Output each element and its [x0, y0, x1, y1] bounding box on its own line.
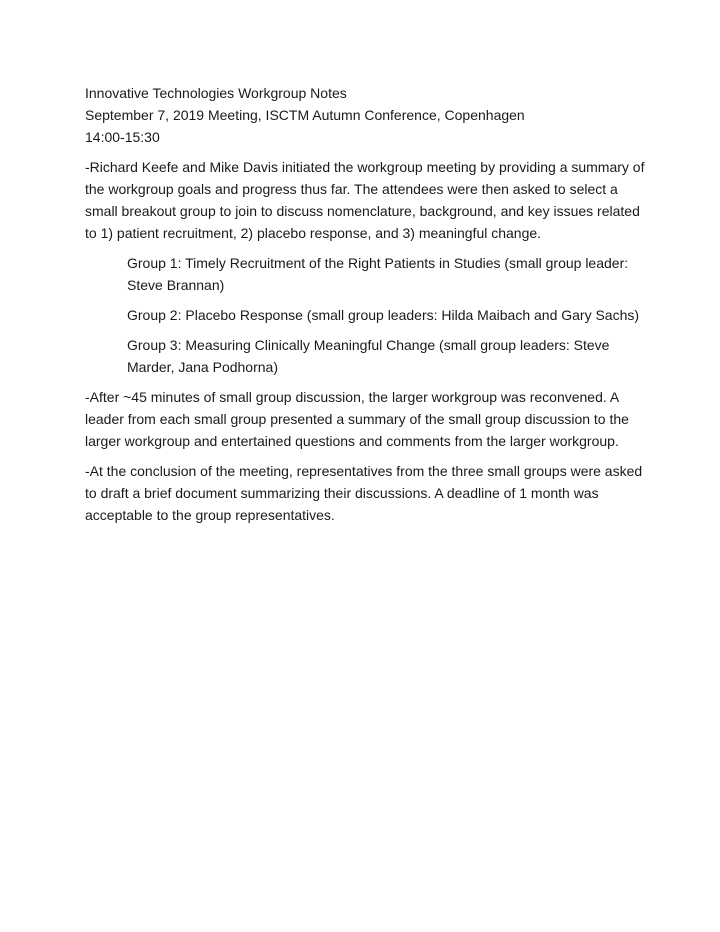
group-item-3: Group 3: Measuring Clinically Meaningful Change (small group leaders: Steve Marder, Jana Podhorna) [127, 337, 610, 375]
meeting-info: September 7, 2019 Meeting, ISCTM Autumn Conference, Copenhagen [85, 107, 525, 123]
document-title: Innovative Technologies Workgroup Notes [85, 85, 347, 101]
group-item-1: Group 1: Timely Recruitment of the Right Patients in Studies (small group leader: Steve Brannan) [127, 255, 629, 293]
document-header [85, 82, 645, 148]
intro-paragraph: -Richard Keefe and Mike Davis initiated the workgroup meeting by providing a summary of the workgroup goals and progress thus far. The attendees were then asked to select a small breakout group to join to discuss nomenclature, background, and key issues related to 1) patient recruitment, 2) placebo response, and 3) meaningful change. [85, 159, 645, 241]
document-body [85, 82, 645, 526]
group-item-2: Group 2: Placebo Response (small group leaders: Hilda Maibach and Gary Sachs) [127, 307, 640, 323]
group-list [127, 252, 645, 378]
conclusion-paragraph: -At the conclusion of the meeting, representatives from the three small groups were asked to draft a brief document summarizing their discussions. A deadline of 1 month was acceptable to the group representatives. [85, 463, 643, 523]
discussion-paragraph: -After ~45 minutes of small group discussion, the larger workgroup was reconvened. A leader from each small group presented a summary of the small group discussion to the larger workgroup and entertained questions and comments from the larger workgroup. [85, 389, 629, 449]
meeting-time: 14:00-15:30 [85, 129, 160, 145]
